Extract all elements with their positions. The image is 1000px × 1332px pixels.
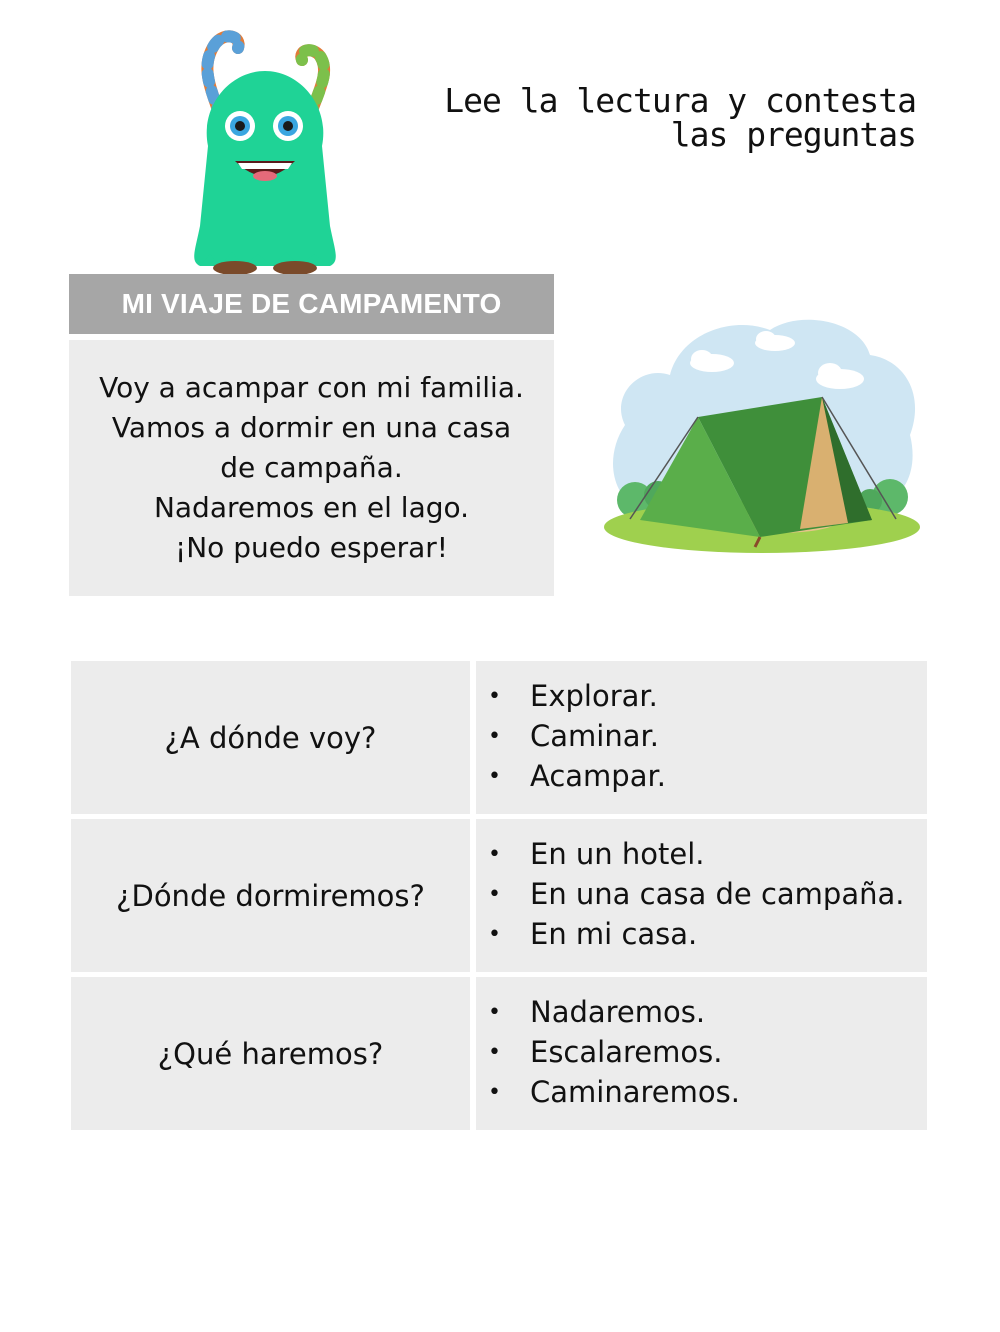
option-label: Nadaremos. [530, 995, 706, 1029]
bullet-icon: • [488, 999, 501, 1025]
monster-illustration [180, 26, 350, 276]
question-cell: ¿Qué haremos? [71, 977, 470, 1130]
story-line: ¡No puedo esperar! [175, 531, 448, 564]
option-item[interactable] [488, 992, 927, 1032]
option-label: Caminar. [530, 719, 659, 753]
bullet-icon: • [488, 1079, 501, 1105]
option-item[interactable] [488, 914, 927, 954]
options-cell [476, 819, 927, 972]
option-item[interactable] [488, 874, 927, 914]
bullet-icon: • [488, 921, 501, 947]
option-label: Explorar. [530, 679, 658, 713]
bullet-icon: • [488, 683, 501, 709]
bullet-icon: • [488, 723, 501, 749]
option-item[interactable] [488, 1072, 927, 1112]
bullet-icon: • [488, 763, 501, 789]
story-text [69, 340, 554, 596]
story-line: de campaña. [220, 451, 403, 484]
option-label: Escalaremos. [530, 1035, 723, 1069]
option-item[interactable] [488, 716, 927, 756]
instructions [436, 81, 916, 154]
questions-table [71, 661, 927, 1135]
option-item[interactable] [488, 676, 927, 716]
option-item[interactable] [488, 834, 927, 874]
bullet-icon: • [488, 881, 501, 907]
tent-illustration [600, 305, 925, 565]
bullet-icon: • [488, 841, 501, 867]
option-label: En mi casa. [530, 917, 698, 951]
question-row [71, 661, 927, 814]
option-label: En una casa de campaña. [530, 877, 905, 911]
question-cell: ¿Dónde dormiremos? [71, 819, 470, 972]
options-cell [476, 661, 927, 814]
question-cell: ¿A dónde voy? [71, 661, 470, 814]
options-cell [476, 977, 927, 1130]
story-title: MI VIAJE DE CAMPAMENTO [69, 274, 554, 334]
question-row [71, 819, 927, 972]
story-line: Vamos a dormir en una casa [111, 411, 512, 444]
option-label: En un hotel. [530, 837, 705, 871]
instructions-line-1: Lee la lectura y contesta [444, 81, 916, 120]
story-line: Nadaremos en el lago. [153, 491, 470, 524]
question-row [71, 977, 927, 1130]
option-item[interactable] [488, 756, 927, 796]
instructions-line-2: las preguntas [670, 115, 916, 154]
story-line: Voy a acampar con mi familia. [99, 371, 524, 404]
option-label: Caminaremos. [530, 1075, 740, 1109]
option-item[interactable] [488, 1032, 927, 1072]
bullet-icon: • [488, 1039, 501, 1065]
option-label: Acampar. [530, 759, 666, 793]
